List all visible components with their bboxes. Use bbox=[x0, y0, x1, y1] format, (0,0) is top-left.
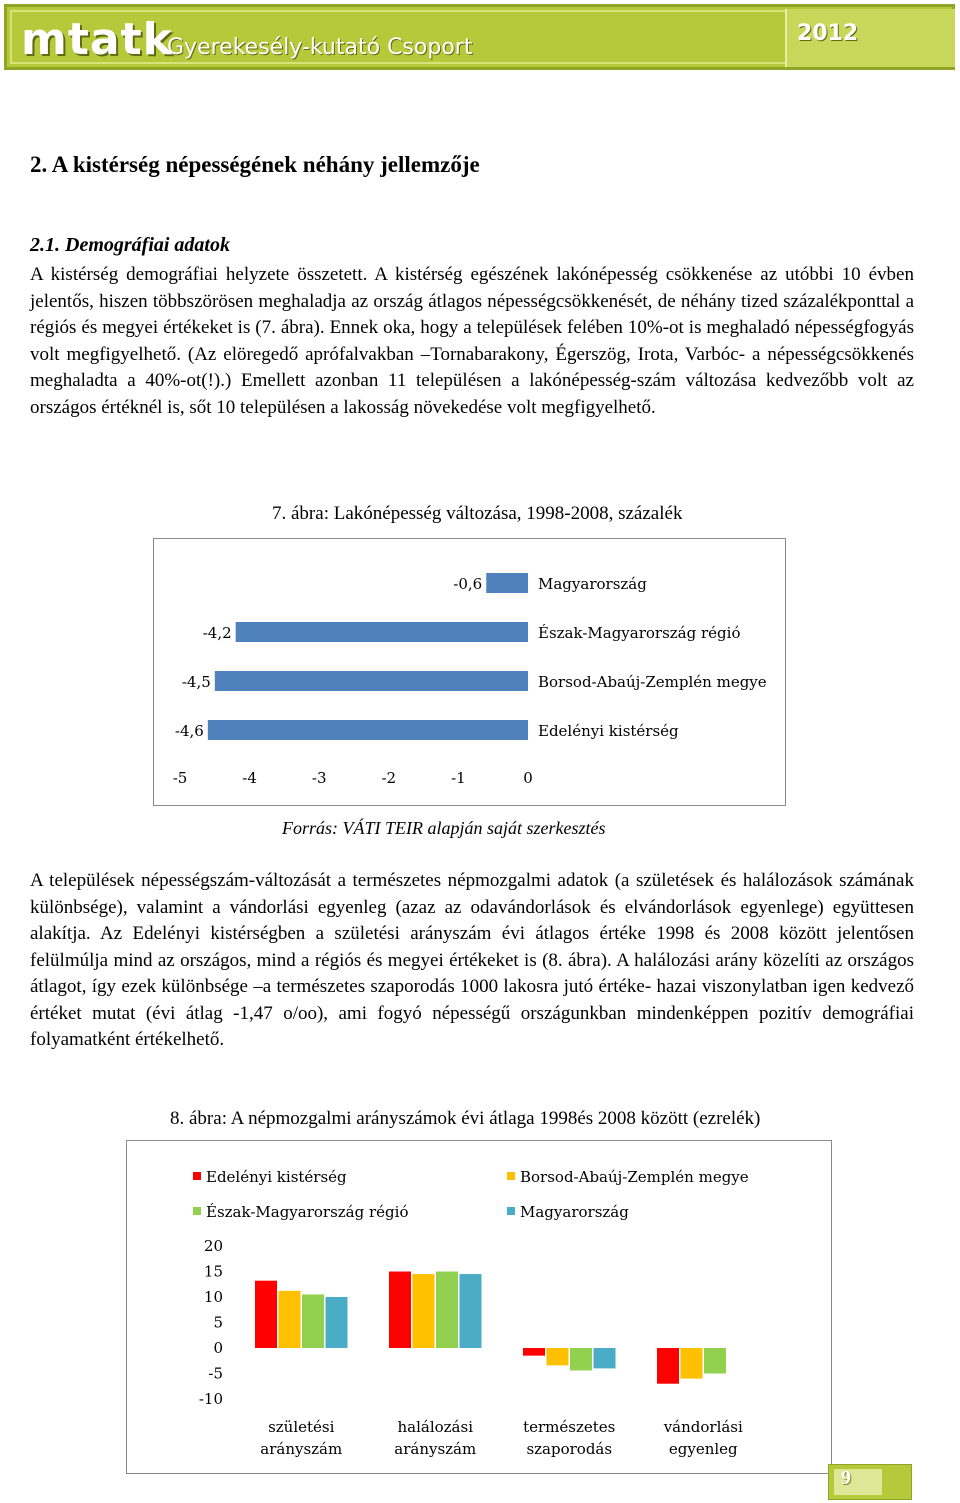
legend-swatch-4 bbox=[507, 1207, 515, 1215]
bar-4-3 bbox=[704, 1348, 726, 1374]
year-box bbox=[785, 9, 955, 67]
paragraph-2: A települések népességszám-változását a természetes népmozgalmi adatok (a születések és halálozások számának különbsége), valamint a vándorlási egyenleg (azaz az odavándorlások és elvándorlások egyenlege) együttesen alakítja. Az Edelényi kistérségben a születési arányszám évi átlagos értéke 1998 és 2008 között jelentősen felülmúlja mind az országos, mind a régiós és megyei értékeket is (8. ábra). A halálozási arány közelíti az országos átlagot, így ezek különbsége –a természetes szaporodás 1000 lakosra jutó értéke- hazai viszonylatban igen kedvező értéket mutat (évi átlag -1,47 o/oo), ami fogyó népességű országunkban mindenképpen pozitív demográfiai folyamatként értékelhető. bbox=[30, 870, 914, 1050]
x-tick-label-6: 0 bbox=[523, 769, 533, 787]
value-label-2: -4,2 bbox=[202, 624, 232, 642]
category-label-1: Magyarország bbox=[538, 575, 647, 593]
category-label-2-1: halálozási bbox=[397, 1418, 474, 1436]
figure8-svg bbox=[127, 1141, 831, 1473]
x-tick-label-1: -5 bbox=[172, 769, 188, 787]
y-tick-label-3: 10 bbox=[203, 1288, 223, 1306]
category-label-4: Edelényi kistérség bbox=[538, 722, 679, 740]
category-label-4-1: vándorlási bbox=[663, 1418, 743, 1436]
y-tick-label-7: -10 bbox=[198, 1390, 223, 1408]
value-label-4: -4,6 bbox=[174, 722, 204, 740]
legend-label-2: Borsod-Abaúj-Zemplén megye bbox=[520, 1168, 749, 1186]
bar-1-4 bbox=[326, 1297, 348, 1348]
value-label-3: -4,5 bbox=[181, 673, 211, 691]
legend-label-3: Észak-Magyarország régió bbox=[206, 1203, 409, 1221]
category-label-1-2: arányszám bbox=[260, 1440, 343, 1458]
page-number: 9 bbox=[841, 1467, 851, 1489]
bar-2-2 bbox=[413, 1274, 435, 1348]
figure7-caption: 7. ábra: Lakónépesség változása, 1998-2008, százalék bbox=[272, 503, 683, 524]
bar-2 bbox=[236, 622, 528, 642]
bar-3-4 bbox=[594, 1348, 616, 1368]
bar-3-1 bbox=[523, 1348, 545, 1356]
x-tick-label-4: -2 bbox=[381, 769, 397, 787]
figure7-svg bbox=[154, 539, 785, 805]
y-tick-label-5: 0 bbox=[213, 1339, 223, 1357]
year: 2012 bbox=[797, 21, 859, 46]
value-label-1: -0,6 bbox=[453, 575, 483, 593]
bar-3-2 bbox=[547, 1348, 569, 1365]
group-name: Gyerekesély-kutató Csoport bbox=[167, 35, 473, 60]
legend-label-1: Edelényi kistérség bbox=[206, 1168, 347, 1186]
x-tick-label-2: -4 bbox=[242, 769, 257, 787]
section-title: 2. A kistérség népességének néhány jellemzője bbox=[30, 152, 480, 177]
figure7-chart bbox=[153, 538, 786, 806]
category-label-4-2: egyenleg bbox=[668, 1440, 738, 1458]
x-tick-label-5: -1 bbox=[451, 769, 466, 787]
category-label-3: Borsod-Abaúj-Zemplén megye bbox=[538, 673, 767, 691]
x-tick-label-3: -3 bbox=[311, 769, 327, 787]
bar-1-1 bbox=[255, 1281, 277, 1348]
bar-4 bbox=[208, 720, 528, 740]
paragraph-1: A kistérség demográfiai helyzete összetett. A kistérség egészének lakónépesség csökkenése az utóbbi 10 évben jelentős, hiszen többszörösen meghaladja az ország átlagos népességcsökkenését, de néhány tized százalékponttal a régiós és megyei értékeket is (7. ábra). Ennek oka, hogy a települések felében 10%-ot is meghaladó népességfogyás volt megfigyelhető. (Az elöregedő aprófalvakban –Tornabarakony, Égerszög, Irota, Varbóc- a népességcsökkenés meghaladta a 40%-ot(!).) Emellett azonban 11 településen a lakónépesség-szám változása kedvezőbb volt az országos értéknél is, sőt 10 településen a lakosság növekedése volt megfigyelhető. bbox=[30, 264, 914, 418]
figure7-source: Forrás: VÁTI TEIR alapján saját szerkesztés bbox=[282, 818, 606, 838]
bar-4-2 bbox=[681, 1348, 703, 1379]
bar-2-3 bbox=[436, 1272, 458, 1349]
bar-1-3 bbox=[302, 1294, 324, 1348]
bar-3-3 bbox=[570, 1348, 592, 1370]
category-label-3-1: természetes bbox=[523, 1418, 616, 1436]
bar-2-1 bbox=[389, 1272, 411, 1349]
y-tick-label-2: 15 bbox=[203, 1262, 223, 1281]
y-tick-label-4: 5 bbox=[213, 1313, 223, 1332]
bar-1-2 bbox=[279, 1291, 301, 1348]
y-tick-label-6: -5 bbox=[208, 1364, 223, 1383]
subsection-title: 2.1. Demográfiai adatok bbox=[30, 234, 230, 256]
bar-3 bbox=[215, 671, 528, 691]
bar-4-1 bbox=[657, 1348, 679, 1384]
category-label-2: Észak-Magyarország régió bbox=[538, 624, 741, 642]
legend-swatch-1 bbox=[193, 1172, 201, 1180]
legend-swatch-3 bbox=[193, 1207, 201, 1215]
legend-label-4: Magyarország bbox=[520, 1203, 629, 1221]
bar-1 bbox=[486, 573, 528, 593]
figure8-chart bbox=[126, 1140, 832, 1474]
bar-2-4 bbox=[460, 1274, 482, 1348]
category-label-2-2: arányszám bbox=[394, 1440, 477, 1458]
figure8-caption: 8. ábra: A népmozgalmi arányszámok évi átlaga 1998és 2008 között (ezrelék) bbox=[170, 1108, 761, 1129]
page-number-box bbox=[828, 1464, 912, 1500]
category-label-1-1: születési bbox=[268, 1418, 335, 1436]
logo: mtatk bbox=[21, 14, 173, 65]
category-label-3-2: szaporodás bbox=[526, 1440, 613, 1458]
y-tick-label-1: 20 bbox=[203, 1237, 223, 1255]
legend-swatch-2 bbox=[507, 1172, 515, 1180]
header-banner bbox=[4, 4, 955, 70]
